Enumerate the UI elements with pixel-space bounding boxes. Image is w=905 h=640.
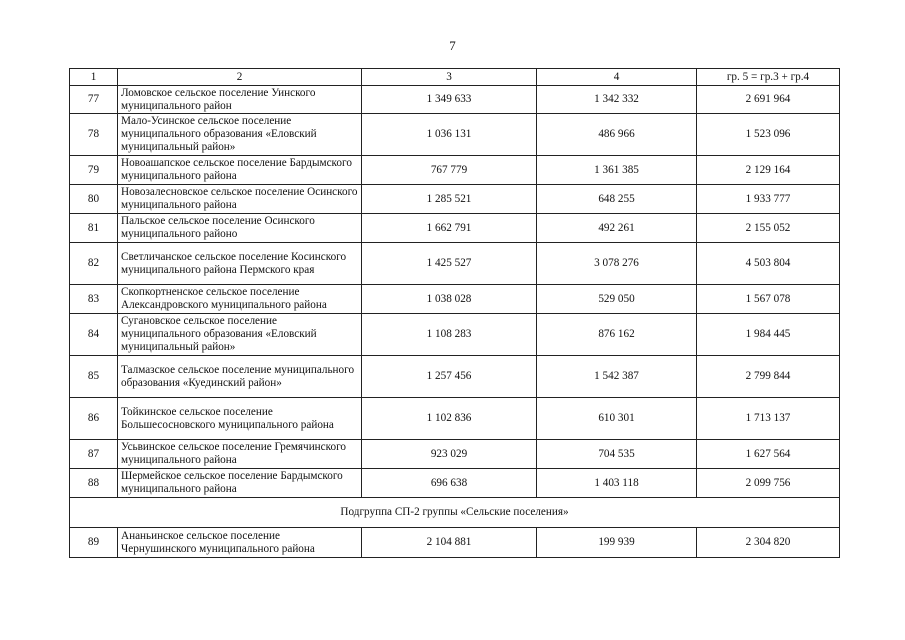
value-col3: 1 257 456	[362, 356, 537, 398]
settlement-name: Шермейское сельское поселение Бардымского муниципального района	[118, 469, 362, 498]
value-col3: 923 029	[362, 440, 537, 469]
value-total: 1 933 777	[697, 185, 840, 214]
table-row	[70, 440, 840, 469]
row-number: 77	[70, 86, 118, 114]
table-row	[70, 86, 840, 114]
value-col4: 1 342 332	[537, 86, 697, 114]
value-col3: 1 425 527	[362, 243, 537, 285]
value-col4: 610 301	[537, 398, 697, 440]
table-row	[70, 114, 840, 156]
settlement-name: Светличанское сельское поселение Косинского муниципального района Пермского края	[118, 243, 362, 285]
row-number: 80	[70, 185, 118, 214]
value-col3: 1 102 836	[362, 398, 537, 440]
settlement-name: Скопкортненское сельское поселение Александровского муниципального района	[118, 285, 362, 314]
value-total: 2 799 844	[697, 356, 840, 398]
value-col4: 486 966	[537, 114, 697, 156]
row-number: 83	[70, 285, 118, 314]
table-row	[70, 185, 840, 214]
value-total: 2 691 964	[697, 86, 840, 114]
value-col4: 3 078 276	[537, 243, 697, 285]
row-number: 88	[70, 469, 118, 498]
row-number: 85	[70, 356, 118, 398]
value-col3: 1 038 028	[362, 285, 537, 314]
value-total: 1 523 096	[697, 114, 840, 156]
value-total: 2 155 052	[697, 214, 840, 243]
value-col4: 1 361 385	[537, 156, 697, 185]
table-row	[70, 528, 840, 558]
value-col3: 1 036 131	[362, 114, 537, 156]
settlement-name: Ломовское сельское поселение Уинского муниципального район	[118, 86, 362, 114]
value-total: 2 304 820	[697, 528, 840, 558]
settlement-name: Тойкинское сельское поселение Большесосновского муниципального района	[118, 398, 362, 440]
value-col3: 2 104 881	[362, 528, 537, 558]
value-col4: 529 050	[537, 285, 697, 314]
value-total: 2 129 164	[697, 156, 840, 185]
subgroup-title: Подгруппа СП-2 группы «Сельские поселения»	[70, 498, 840, 528]
row-number: 82	[70, 243, 118, 285]
header-cell-5: гр. 5 = гр.3 + гр.4	[697, 69, 840, 86]
settlement-name: Пальское сельское поселение Осинского муниципального районо	[118, 214, 362, 243]
value-col3: 1 662 791	[362, 214, 537, 243]
table-row	[70, 285, 840, 314]
value-total: 1 567 078	[697, 285, 840, 314]
table-row	[70, 356, 840, 398]
table-row	[70, 156, 840, 185]
row-number: 89	[70, 528, 118, 558]
table-row	[70, 243, 840, 285]
value-col4: 1 403 118	[537, 469, 697, 498]
value-col4: 704 535	[537, 440, 697, 469]
header-cell-4: 4	[537, 69, 697, 86]
value-col4: 492 261	[537, 214, 697, 243]
value-col4: 876 162	[537, 314, 697, 356]
table-row	[70, 398, 840, 440]
row-number: 86	[70, 398, 118, 440]
settlement-name: Усьвинское сельское поселение Гремячинского муниципального района	[118, 440, 362, 469]
settlement-name: Новозалесновское сельское поселение Осинского муниципального района	[118, 185, 362, 214]
table-row	[70, 314, 840, 356]
value-total: 1 713 137	[697, 398, 840, 440]
row-number: 84	[70, 314, 118, 356]
budget-table	[69, 68, 840, 558]
row-number: 87	[70, 440, 118, 469]
value-col4: 199 939	[537, 528, 697, 558]
value-col3: 1 108 283	[362, 314, 537, 356]
value-total: 2 099 756	[697, 469, 840, 498]
header-cell-3: 3	[362, 69, 537, 86]
table-row	[70, 214, 840, 243]
header-cell-1: 1	[70, 69, 118, 86]
row-number: 81	[70, 214, 118, 243]
value-col4: 648 255	[537, 185, 697, 214]
value-col3: 1 349 633	[362, 86, 537, 114]
subgroup-row	[70, 498, 840, 528]
settlement-name: Сугановское сельское поселение муниципального образования «Еловский муниципальный район»	[118, 314, 362, 356]
settlement-name: Талмазское сельское поселение муниципального образования «Куединский район»	[118, 356, 362, 398]
value-total: 4 503 804	[697, 243, 840, 285]
value-col4: 1 542 387	[537, 356, 697, 398]
page-number: 7	[449, 38, 456, 53]
table-header-row	[70, 69, 840, 86]
settlement-name: Новоашапское сельское поселение Бардымского муниципального района	[118, 156, 362, 185]
value-total: 1 627 564	[697, 440, 840, 469]
settlement-name: Ананьинское сельское поселение Чернушинского муниципального района	[118, 528, 362, 558]
value-col3: 1 285 521	[362, 185, 537, 214]
row-number: 79	[70, 156, 118, 185]
header-cell-2: 2	[118, 69, 362, 86]
row-number: 78	[70, 114, 118, 156]
value-col3: 696 638	[362, 469, 537, 498]
value-total: 1 984 445	[697, 314, 840, 356]
value-col3: 767 779	[362, 156, 537, 185]
table-row	[70, 469, 840, 498]
settlement-name: Мало-Усинское сельское поселение муниципального образования «Еловский муниципальный район»	[118, 114, 362, 156]
